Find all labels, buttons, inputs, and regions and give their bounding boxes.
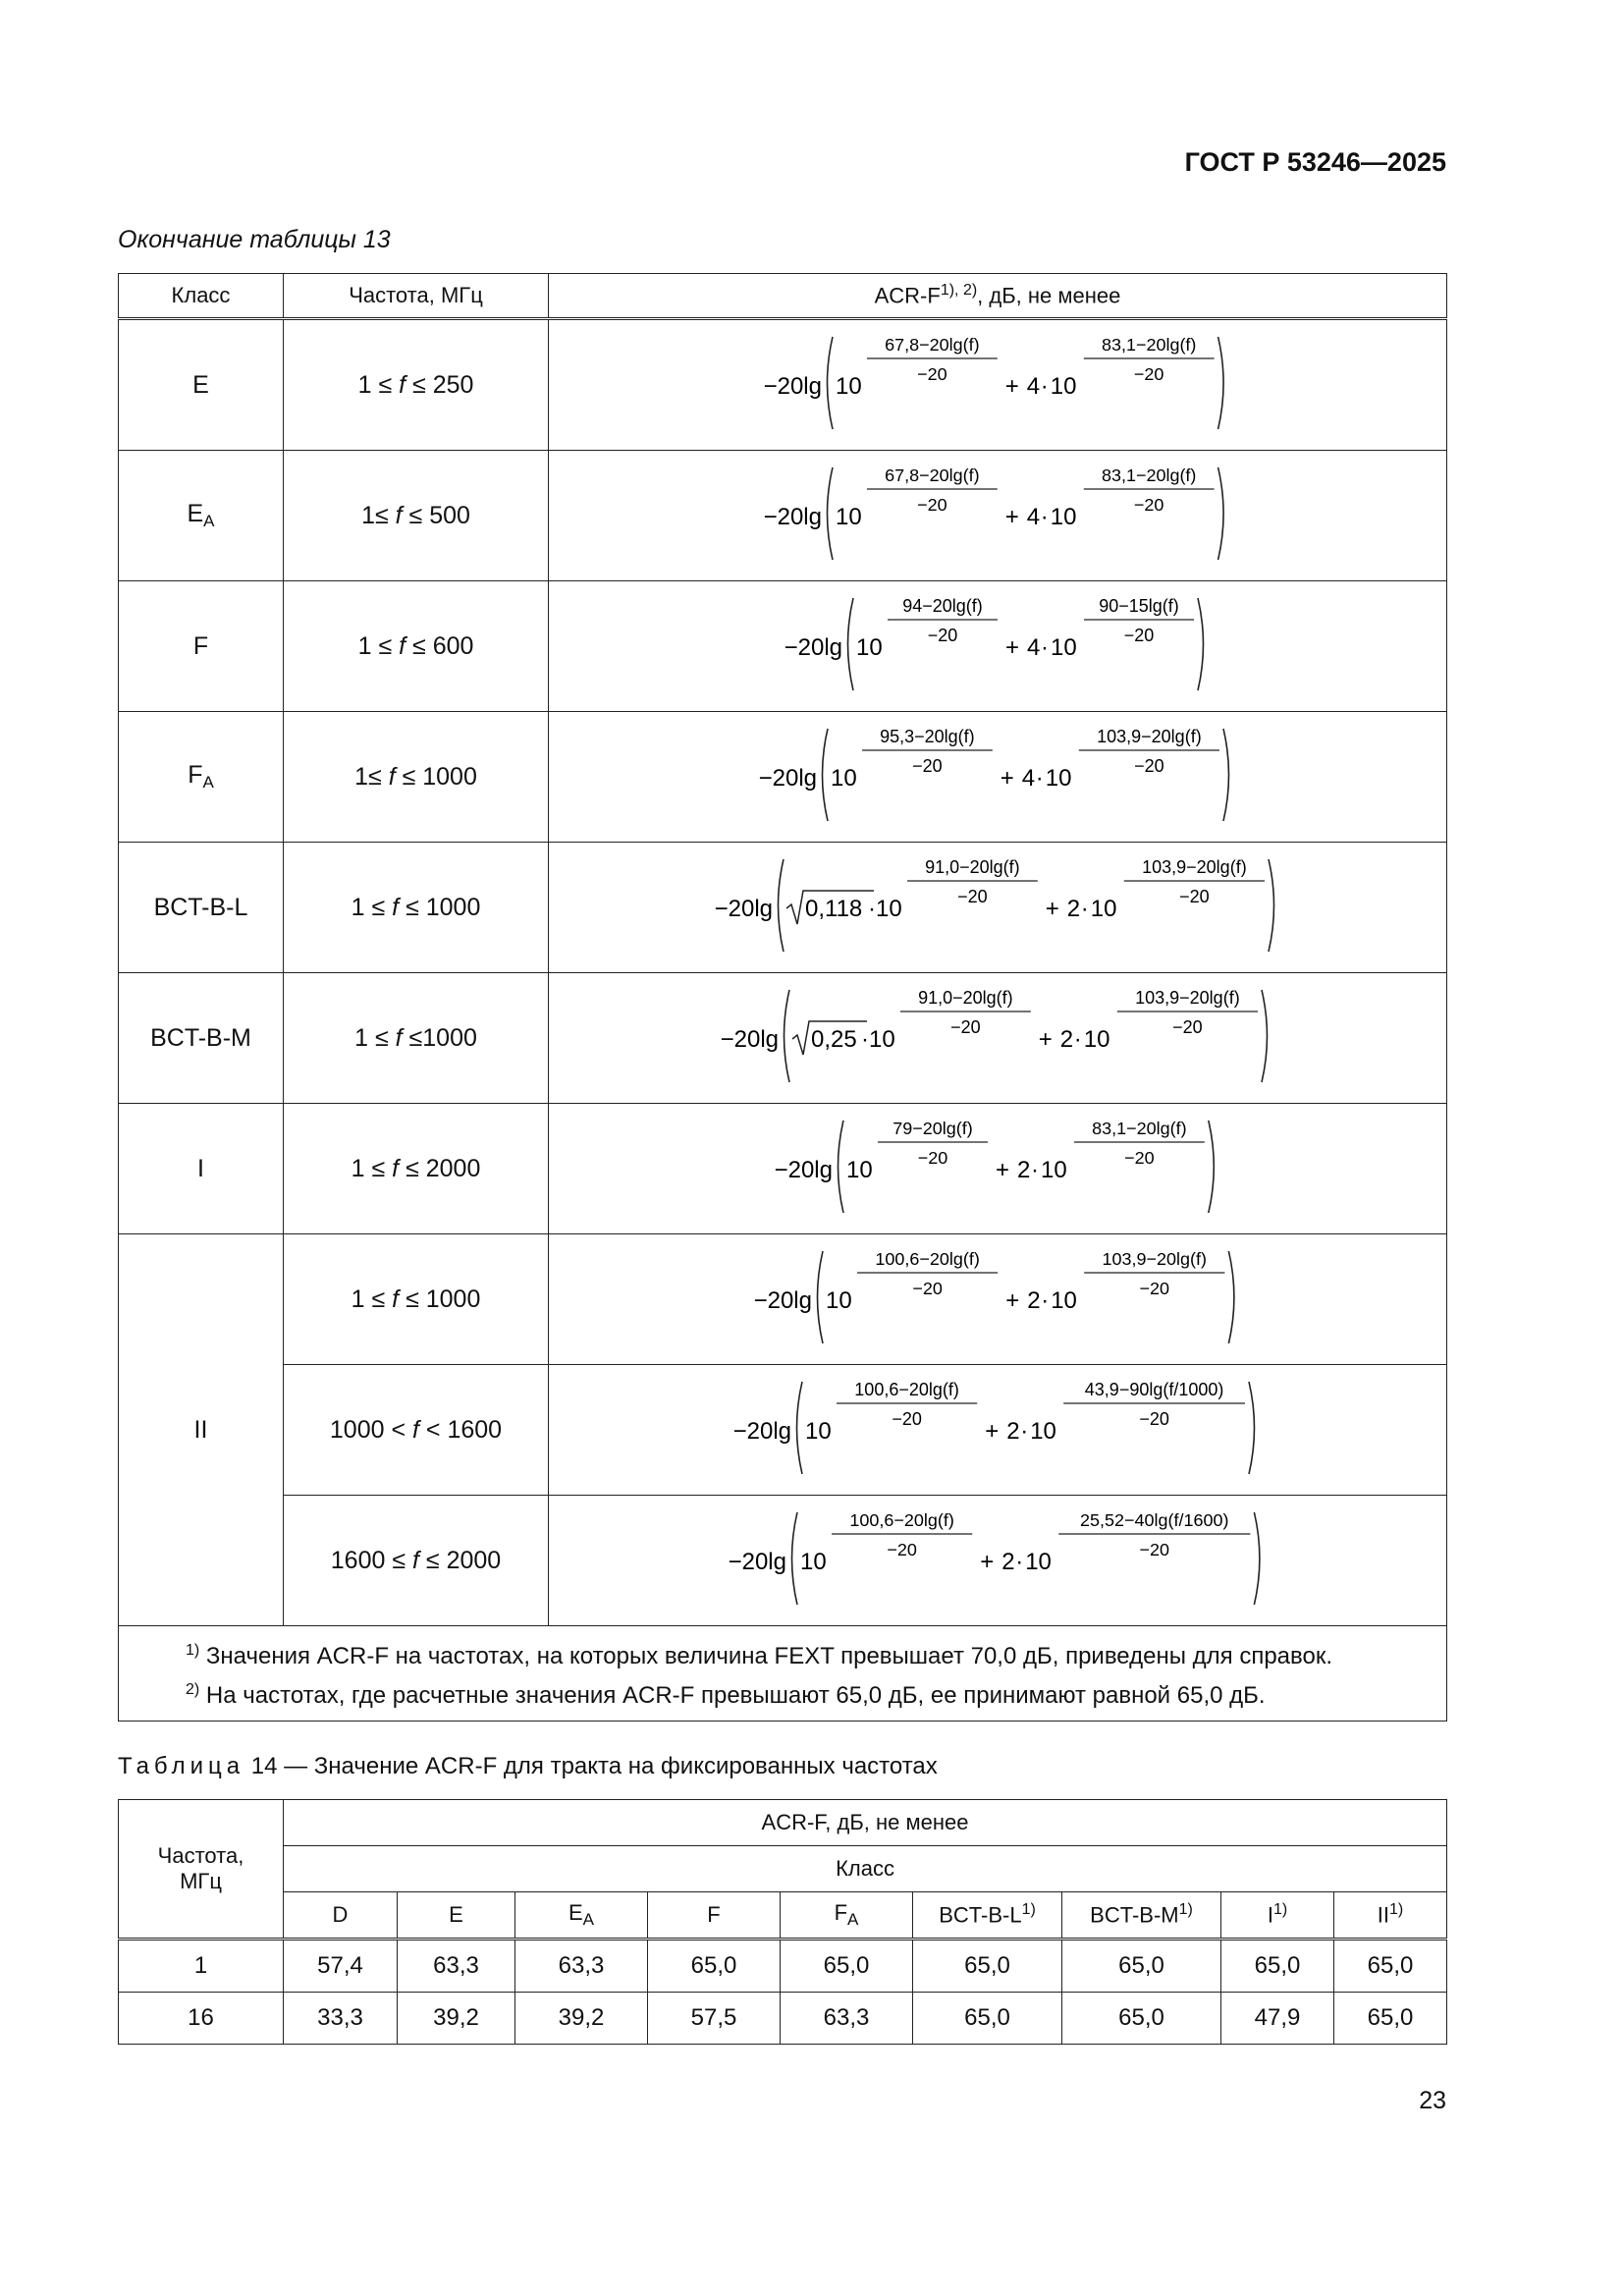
exp2-numerator: 83,1−20lg(f) [1102,334,1197,355]
plus: + [1038,1025,1053,1053]
exp1-denominator: −20 [912,755,943,776]
table-14-class-row [119,1892,1447,1940]
table-row [119,1365,1447,1496]
acr-f-formula-cell [549,1365,1447,1496]
exp1-numerator: 94−20lg(f) [902,595,983,616]
acr-f-formula [772,1109,1224,1225]
table-14-header-row-2 [119,1846,1447,1892]
acr-f-value: 47,9 [1221,1993,1334,2045]
exp2-denominator: −20 [1172,1016,1203,1037]
exp2-numerator: 25,52−40lg(f/1600) [1079,1509,1229,1530]
right-paren [1269,859,1274,952]
dot: · [1040,1286,1049,1314]
table-continuation-caption: Окончание таблицы 13 [118,226,391,253]
coefficient: 2 [1026,1286,1041,1314]
acr-f-formula-cell [549,1234,1447,1365]
dot: · [1073,1025,1082,1053]
acr-f-formula [761,325,1234,441]
frequency-value: 16 [119,1993,284,2045]
formula-prefix: −20lg [784,633,842,661]
acr-f-formula-cell [549,1496,1447,1626]
acr-f-value: 63,3 [515,1940,648,1993]
exp2-denominator: −20 [1178,886,1210,906]
exp1-numerator: 91,0−20lg(f) [918,987,1013,1008]
right-paren [1249,1382,1255,1474]
acr-f-formula [712,847,1284,963]
table-13 [118,273,1447,1722]
formula-prefix: −20lg [732,1417,791,1445]
class-name: BCT-B-L [119,843,284,973]
acr-f-formula-cell [549,712,1447,843]
table-row [119,843,1447,973]
base-10: 10 [805,1417,832,1445]
plus: + [1005,633,1020,661]
left-paren [797,1382,803,1474]
exp2-denominator: −20 [1134,363,1164,384]
plus: + [995,1156,1009,1183]
right-paren [1262,990,1268,1082]
exp1-denominator: −20 [956,886,988,906]
coefficient: 4 [1021,764,1036,792]
acr-f-value: 63,3 [781,1993,913,2045]
acr-f-value: 65,0 [1334,1993,1447,2045]
exp2-numerator: 43,9−90lg(f/1000) [1084,1379,1224,1399]
dot: · [1040,372,1049,400]
frequency-range: 1 ≤ f ≤ 250 [284,319,549,451]
frequency-range: 1 ≤ f ≤ 1000 [284,843,549,973]
exp1-denominator: −20 [927,625,958,645]
exp1-denominator: −20 [917,363,947,384]
base-10: 10 [825,1286,852,1314]
exp1-denominator: −20 [887,1539,917,1559]
dot: · [861,1025,869,1053]
dot: · [1030,1156,1039,1183]
left-paren [828,337,833,429]
formula-prefix: −20lg [763,503,823,530]
base-10: 10 [799,1548,827,1575]
exp2-denominator: −20 [1134,494,1164,515]
table-row [119,973,1447,1104]
exp2-numerator: 103,9−20lg(f) [1141,856,1247,877]
plus: + [985,1417,1000,1445]
left-paren [823,729,829,821]
class-name: I [119,1104,284,1234]
formula-prefix: −20lg [763,372,823,400]
exp1-numerator: 79−20lg(f) [892,1118,973,1138]
table-row [119,1104,1447,1234]
table-row [119,1496,1447,1626]
acr-f-value: 39,2 [398,1993,515,2045]
base-10: 10 [875,895,902,922]
left-paren [848,598,854,690]
base-10: 10 [856,633,883,661]
plus: + [979,1548,995,1575]
base-10: 10 [1045,764,1072,792]
root-value: 0,25 [811,1025,857,1053]
acr-f-value: 63,3 [398,1940,515,1993]
footnotes [119,1626,1447,1722]
acr-f-value: 65,0 [1221,1940,1334,1993]
col-header-class: Класс [119,274,284,319]
dot: · [1020,1417,1029,1445]
base-10: 10 [831,764,857,792]
acr-f-value: 65,0 [913,1940,1062,1993]
table-14-caption: Таблица 14 — Значение ACR-F для тракта на фиксированных частотах [118,1753,938,1779]
acr-f-formula [761,456,1234,572]
document-code: ГОСТ Р 53246—2025 [1184,147,1446,177]
class-column-header: F [648,1892,781,1940]
exp1-numerator: 100,6−20lg(f) [875,1248,980,1269]
class-name: BCT-B-M [119,973,284,1104]
table-13-header-row [119,274,1447,319]
table-row [119,451,1447,581]
acr-f-value: 57,5 [648,1993,781,2045]
dot: · [867,895,876,922]
coefficient: 2 [1006,1417,1020,1445]
exp2-denominator: −20 [1123,625,1155,645]
footnote-2: $^{2)}$ На частотах, где расчетные значения ACR-F превышают 65,0 дБ, ее принимают равной 65,0 дБ. [186,1681,1266,1709]
acr-f-formula [782,586,1214,702]
frequency-range: 1 ≤ f ≤ 1000 [284,1234,549,1365]
table-14-header-row-1 [119,1800,1447,1846]
formula-prefix: −20lg [753,1286,812,1314]
base-10: 10 [1024,1548,1052,1575]
class-column-header: $F_A$ [781,1892,913,1940]
base-10: 10 [1040,1156,1067,1183]
col-header-frequency: Частота, МГц [119,1800,284,1940]
acr-f-formula-cell [549,843,1447,973]
formula-prefix: −20lg [758,764,817,792]
base-10: 10 [1083,1025,1110,1053]
acr-f-value: 65,0 [1062,1940,1221,1993]
right-paren [1208,1121,1213,1213]
exp2-numerator: 83,1−20lg(f) [1091,1118,1187,1138]
acr-f-formula-cell [549,451,1447,581]
coefficient: 2 [1001,1548,1015,1575]
class-name: $E_A$ [119,451,284,581]
coefficient: 2 [1016,1156,1030,1183]
dot: · [1041,633,1049,661]
class-name: E [119,319,284,451]
class-column-header: BCT-$B-M^{1)}$ [1062,1892,1221,1940]
exp1-numerator: 100,6−20lg(f) [849,1509,954,1530]
acr-f-formula [751,1239,1244,1355]
exp1-numerator: 67,8−20lg(f) [885,465,980,485]
dot: · [1080,895,1089,922]
table-row [119,1940,1447,1993]
base-10: 10 [1050,372,1077,400]
plus: + [1004,503,1020,530]
exp2-numerator: 103,9−20lg(f) [1097,726,1202,746]
acr-f-formula [756,717,1239,833]
plus: + [1004,1286,1020,1314]
acr-f-value: 65,0 [1334,1940,1447,1993]
right-paren [1223,729,1229,821]
footnote-1: $^{1)}$ Значения ACR-F на частотах, на которых величина FEXT превышает 70,0 дБ, приведены для справок. [186,1642,1333,1669]
class-column-header: II$^{1)}$ [1334,1892,1447,1940]
table-row [119,712,1447,843]
exp1-denominator: −20 [892,1408,922,1429]
left-paren [817,1251,822,1343]
frequency-range: 1600 ≤ f ≤ 2000 [284,1496,549,1626]
acr-f-value: 39,2 [515,1993,648,2045]
exp2-numerator: 103,9−20lg(f) [1102,1248,1207,1269]
exp1-denominator: −20 [950,1016,981,1037]
coefficient: 2 [1059,1025,1074,1053]
right-paren [1228,1251,1234,1343]
exp1-numerator: 91,0−20lg(f) [924,856,1020,877]
acr-f-value: 33,3 [284,1993,398,2045]
table-row [119,1234,1447,1365]
col-header-acr-f: ACR-$F^{1), 2)}$, дБ, не менее [549,274,1447,319]
base-10: 10 [869,1025,895,1053]
coefficient: 4 [1027,633,1041,661]
class-column-header: $E_A$ [515,1892,648,1940]
exp1-denominator: −20 [917,1147,947,1168]
acr-f-value: 65,0 [1062,1993,1221,2045]
table-row [119,1993,1447,2045]
base-10: 10 [1051,633,1077,661]
exp2-numerator: 103,9−20lg(f) [1135,987,1240,1008]
left-paren [778,859,784,952]
root-value: 0,118 [804,895,862,922]
exp2-numerator: 90−15lg(f) [1099,595,1179,616]
left-paren [784,990,790,1082]
frequency-range: 1 ≤ f ≤1000 [284,973,549,1104]
class-column-header: BCT-$B-L^{1)}$ [913,1892,1062,1940]
left-paren [828,467,833,560]
acr-f-value: 65,0 [913,1993,1062,2045]
class-column-header: E [398,1892,515,1940]
exp1-denominator: −20 [917,494,947,515]
acr-f-value: 57,4 [284,1940,398,1993]
class-name: II [119,1234,284,1626]
acr-f-formula-cell [549,319,1447,451]
class-name: F [119,581,284,712]
acr-f-formula-cell [549,581,1447,712]
acr-f-value: 65,0 [781,1940,913,1993]
exp1-denominator: −20 [912,1278,943,1298]
plus: + [1000,764,1014,792]
frequency-range: 1≤ f ≤ 1000 [284,712,549,843]
base-10: 10 [836,372,862,400]
acr-f-value: 65,0 [648,1940,781,1993]
right-paren [1198,598,1204,690]
exp2-denominator: −20 [1139,1408,1169,1429]
frequency-value: 1 [119,1940,284,1993]
acr-f-formula-cell [549,1104,1447,1234]
acr-f-formula [718,978,1277,1094]
right-paren [1218,337,1223,429]
col-header-frequency: Частота, МГц [284,274,549,319]
frequency-range: 1 ≤ f ≤ 2000 [284,1104,549,1234]
frequency-range: 1 ≤ f ≤ 600 [284,581,549,712]
base-10: 10 [836,503,862,530]
exp2-denominator: −20 [1123,1147,1155,1168]
table-13-footnotes-row [119,1626,1447,1722]
table-14 [118,1799,1447,2045]
col-header-class: Класс [284,1846,1447,1892]
left-paren [838,1121,843,1213]
table-row [119,581,1447,712]
left-paren [791,1512,796,1605]
frequency-range: 1000 < f < 1600 [284,1365,549,1496]
dot: · [1040,503,1049,530]
exp1-numerator: 100,6−20lg(f) [854,1379,959,1399]
formula-prefix: −20lg [720,1025,779,1053]
page-number: 23 [1419,2087,1446,2114]
coefficient: 2 [1066,895,1080,922]
exp1-numerator: 67,8−20lg(f) [885,334,980,355]
right-paren [1218,467,1223,560]
acr-f-formula-cell [549,973,1447,1104]
frequency-range: 1≤ f ≤ 500 [284,451,549,581]
base-10: 10 [1050,1286,1077,1314]
exp2-denominator: −20 [1139,1539,1169,1559]
col-header-acr-f: ACR-F, дБ, не менее [284,1800,1447,1846]
formula-prefix: −20lg [714,895,773,922]
base-10: 10 [845,1156,873,1183]
base-10: 10 [1090,895,1117,922]
dot: · [1035,764,1044,792]
class-column-header: $I^{1)}$ [1221,1892,1334,1940]
exp2-denominator: −20 [1139,1278,1169,1298]
right-paren [1254,1512,1260,1605]
exp1-numerator: 95,3−20lg(f) [880,726,975,746]
coefficient: 4 [1026,503,1041,530]
plus: + [1004,372,1020,400]
acr-f-formula [726,1501,1270,1616]
base-10: 10 [1030,1417,1056,1445]
coefficient: 4 [1026,372,1041,400]
formula-prefix: −20lg [728,1548,786,1575]
base-10: 10 [1050,503,1077,530]
exp2-denominator: −20 [1134,755,1164,776]
dot: · [1014,1548,1023,1575]
acr-f-formula [730,1370,1265,1486]
table-row [119,319,1447,451]
class-name: $F_A$ [119,712,284,843]
plus: + [1045,895,1059,922]
exp2-numerator: 83,1−20lg(f) [1102,465,1197,485]
class-column-header: D [284,1892,398,1940]
formula-prefix: −20lg [774,1156,833,1183]
